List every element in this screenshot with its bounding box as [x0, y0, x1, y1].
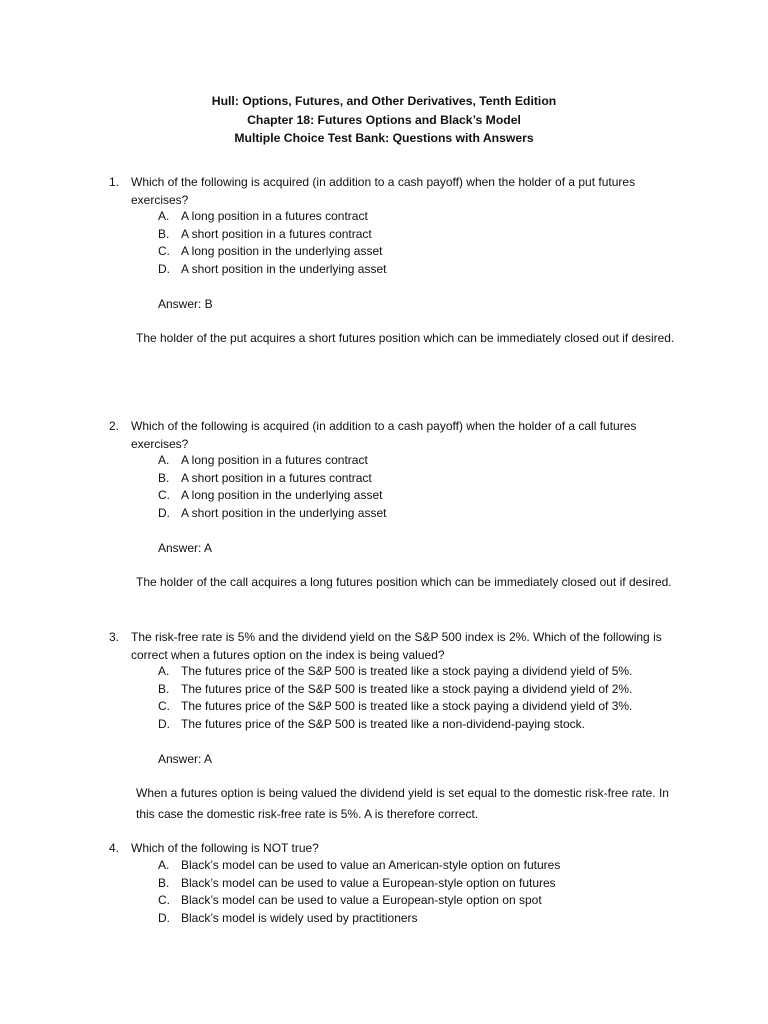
- option-text: A short position in a futures contract: [181, 226, 372, 241]
- question-number: 1.: [109, 175, 120, 189]
- option-text: Black’s model is widely used by practitioners: [181, 910, 418, 925]
- option-letter: D.: [158, 716, 170, 731]
- option-text: The futures price of the S&P 500 is treated like a non-dividend-paying stock.: [181, 716, 586, 731]
- option-text: A long position in the underlying asset: [181, 244, 383, 258]
- test-bank-title: Multiple Choice Test Bank: Questions with Answers: [234, 131, 534, 145]
- answer-explanation: The holder of the call acquires a long futures position which can be immediately closed out if desired.: [136, 575, 672, 589]
- option-letter: A.: [158, 453, 170, 467]
- option-d: [0, 261, 768, 279]
- option-text: Black’s model can be used to value an American-style option on futures: [181, 858, 561, 872]
- options-list: [0, 857, 768, 927]
- book-title: Hull: Options, Futures, and Other Derivatives, Tenth Edition: [211, 94, 557, 108]
- option-letter: A.: [158, 858, 170, 872]
- question-text: Which of the following is NOT true?: [131, 841, 319, 855]
- option-letter: A.: [158, 209, 170, 223]
- answer-line: Answer: A: [158, 541, 213, 555]
- option-letter: B.: [158, 681, 170, 696]
- chapter-title: Chapter 18: Futures Options and Black’s Model: [247, 112, 521, 127]
- option-a: [0, 857, 768, 875]
- options-list: [0, 208, 768, 278]
- option-text: A short position in a futures contract: [181, 470, 372, 485]
- option-text: A long position in a futures contract: [181, 453, 368, 467]
- option-d: [0, 910, 768, 928]
- option-text: The futures price of the S&P 500 is treated like a stock paying a dividend yield of 3%.: [181, 699, 633, 713]
- option-text: A short position in the underlying asset: [181, 261, 387, 276]
- document-header: [0, 92, 768, 148]
- option-text: The futures price of the S&P 500 is treated like a stock paying a dividend yield of 5%.: [181, 664, 633, 678]
- option-text: A long position in a futures contract: [181, 209, 368, 223]
- option-d: [0, 505, 768, 523]
- option-text: A short position in the underlying asset: [181, 505, 387, 520]
- option-letter: D.: [158, 261, 170, 276]
- option-letter: D.: [158, 505, 170, 520]
- answer-line: Answer: B: [158, 297, 213, 311]
- option-c: [0, 487, 768, 505]
- options-list: [0, 663, 768, 733]
- answer-explanation: The holder of the put acquires a short futures position which can be immediately closed out if desired.: [136, 331, 675, 345]
- question-text: The risk-free rate is 5% and the dividend yield on the S&P 500 index is 2%. Which of the following is correct when a futures option on the index is being valued?: [131, 630, 662, 662]
- option-a: [0, 208, 768, 226]
- option-text: A long position in the underlying asset: [181, 488, 383, 502]
- option-c: [0, 698, 768, 716]
- options-list: [0, 452, 768, 522]
- option-letter: B.: [158, 226, 170, 241]
- option-letter: C.: [158, 893, 170, 907]
- option-b: [0, 470, 768, 488]
- option-letter: C.: [158, 488, 170, 502]
- option-c: [0, 892, 768, 910]
- option-c: [0, 243, 768, 261]
- option-text: Black’s model can be used to value a European-style option on spot: [181, 893, 542, 907]
- option-a: [0, 663, 768, 681]
- question-number: 2.: [109, 419, 120, 433]
- option-letter: B.: [158, 470, 170, 485]
- option-b: [0, 226, 768, 244]
- question-number: 3.: [109, 630, 120, 644]
- option-letter: B.: [158, 875, 170, 890]
- option-letter: C.: [158, 699, 170, 713]
- option-b: [0, 875, 768, 893]
- question-number: 4.: [109, 841, 120, 855]
- question-text: Which of the following is acquired (in addition to a cash payoff) when the holder of a call futures exercises?: [131, 419, 637, 451]
- answer-explanation: When a futures option is being valued the dividend yield is set equal to the domestic risk-free rate. In this case the domestic risk-free rate is 5%. A is therefore correct.: [136, 786, 669, 821]
- option-text: Black’s model can be used to value a European-style option on futures: [181, 875, 556, 890]
- answer-line: Answer: A: [158, 752, 213, 766]
- question-text: Which of the following is acquired (in addition to a cash payoff) when the holder of a put futures exercises?: [131, 175, 636, 207]
- option-text: The futures price of the S&P 500 is treated like a stock paying a dividend yield of 2%.: [181, 681, 633, 696]
- option-b: [0, 681, 768, 699]
- option-letter: A.: [158, 664, 170, 678]
- option-letter: C.: [158, 244, 170, 258]
- option-d: [0, 716, 768, 734]
- option-letter: D.: [158, 910, 170, 925]
- option-a: [0, 452, 768, 470]
